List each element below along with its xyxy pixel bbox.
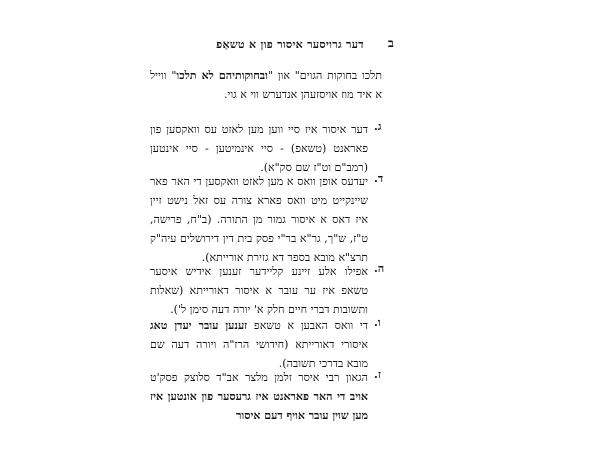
item-text-pre: הגאון רבי איסר זלמן מלצר אב"ד סלוצק פסק'ט	[150, 371, 368, 384]
item-text-pre: די וואס האבען א טשאפ	[247, 319, 368, 332]
item-text-bold: אויב די האר פאראנט איז גרעסער פון אונטען איז מען שוין עובר אויף דעם איסור	[150, 390, 368, 422]
page-letter: ב	[388, 36, 394, 50]
item-marker: ג.	[374, 120, 382, 133]
intro-text-bold: ובחוקותיהם לא תלכו	[176, 69, 268, 82]
intro-text-pre: תלכו בחוקות הגוים" און "	[267, 69, 382, 82]
item-text-post: איסורי דאורייתא (חידושי הרז"ה ויורה דעה שם מובא בדרכי תשובה).	[150, 338, 368, 370]
item-text: דער איסור איז סיי ווען מען לאזט עס וואקסען פון פאראנט (טשאפ) - סיי אינמיטען - סיי אינטען (רמב"ם וט"ז שם סק"א).	[150, 123, 368, 174]
item-text: אפילו אלע זיינע קליידער זענען אידיש איסער טשאפ איז ער עובר א איסור דאורייתא (שאלות ותשובות דברי חיים חלק א' יורה דעה סימן ל').	[150, 265, 368, 316]
item-marker: ה.	[374, 262, 385, 275]
intro-paragraph	[150, 66, 382, 104]
item-text	[150, 368, 368, 425]
item-marker: ד.	[374, 172, 384, 185]
item-text-bold: זענען עובר יעדן טאג	[150, 319, 248, 332]
item-marker: ז.	[374, 368, 381, 381]
item-marker: ו.	[374, 316, 381, 329]
item-text	[150, 316, 368, 373]
page-title: דער גרויסער איסור פון א טשאַפ	[216, 38, 364, 51]
intro-text-post: " ווייל א איד מוז אויסזעהן אנדערש ווי א גוי.	[150, 69, 382, 101]
item-text: יעדעס אופן וואס א מען לאזט וואקסען די האר פאר שיינקייט מיט וואס פארא צורה עס זאל נישט זיין איז דאס א איסור גמור מן התורה. (ב"ח, פרישה, ט"ז, ש"ך, גר"א בר"י פסק בית דין דירושלים עיה"ק תרצ"א מובא בספר דא גזירת אורייתא).	[150, 175, 368, 264]
